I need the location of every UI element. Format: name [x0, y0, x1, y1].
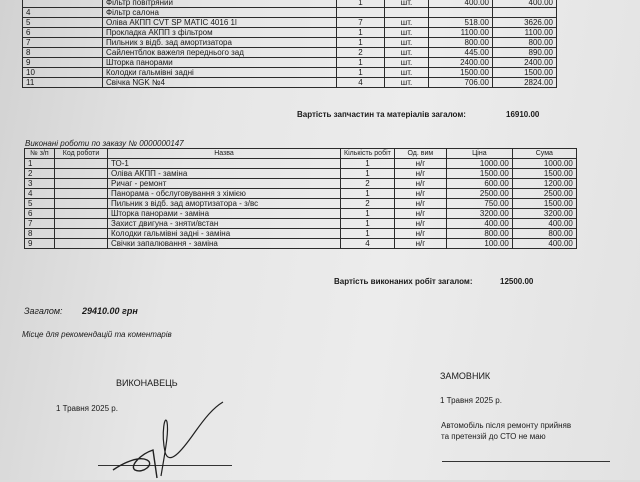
cell-price: 800.00	[429, 38, 493, 48]
cell-unit: шт.	[385, 38, 429, 48]
cell-price: 2500.00	[446, 189, 512, 199]
parts-total-value: 16910.00	[506, 110, 540, 119]
cell-num: 7	[25, 219, 55, 229]
cell-unit: н/г	[394, 189, 446, 199]
cell-qty: 4	[341, 239, 395, 249]
cell-price: 750.00	[446, 199, 512, 209]
table-row	[23, 28, 557, 38]
cell-num: 3	[25, 179, 55, 189]
cell-sum: 3200.00	[512, 209, 576, 219]
cell-sum: 400.00	[512, 239, 576, 249]
cell-price: 600.00	[446, 179, 512, 189]
cell-unit: н/г	[394, 219, 446, 229]
cell-num: 10	[23, 68, 103, 78]
cell-num: 5	[23, 18, 103, 28]
cell-num: 8	[23, 48, 103, 58]
table-row	[23, 0, 557, 8]
parts-total-label: Вартість запчастин та матеріалів загалом:	[297, 110, 466, 119]
cell-num: 5	[25, 199, 55, 209]
cell-price: 3200.00	[446, 209, 512, 219]
table-row	[25, 179, 577, 189]
parts-table	[22, 0, 557, 88]
cell-unit: шт.	[385, 48, 429, 58]
table-row	[23, 48, 557, 58]
cell-name: Оліва АКПП CVT SP MATIC 4016 1l	[103, 18, 337, 28]
customer-note-line2: та претензій до СТО не маю	[441, 432, 546, 441]
cell-qty: 7	[337, 18, 385, 28]
cell-name: Ричаг - ремонт	[108, 179, 341, 189]
cell-qty: 2	[341, 199, 395, 209]
table-row	[23, 38, 557, 48]
cell-unit	[385, 8, 429, 18]
cell-sum: 1500.00	[512, 199, 576, 209]
cell-price	[429, 8, 493, 18]
cell-qty: 1	[341, 219, 395, 229]
summary-value: 29410.00 грн	[82, 306, 138, 316]
executor-signature	[95, 392, 245, 482]
executor-date: 1 Травня 2025 р.	[56, 404, 118, 413]
cell-sum: 400.00	[493, 0, 557, 8]
cell-code	[55, 199, 108, 209]
table-row	[23, 58, 557, 68]
cell-code	[55, 159, 108, 169]
cell-price: 100.00	[446, 239, 512, 249]
cell-unit: шт.	[385, 28, 429, 38]
cell-sum: 1200.00	[512, 179, 576, 189]
table-row	[25, 219, 577, 229]
cell-name: Шторка панорами - заміна	[108, 209, 341, 219]
cell-code	[55, 239, 108, 249]
cell-price: 2400.00	[429, 58, 493, 68]
cell-sum: 800.00	[493, 38, 557, 48]
cell-name: Колодки гальмівні задні - заміна	[108, 229, 341, 239]
cell-name: Прокладка АКПП з фільтром	[103, 28, 337, 38]
cell-price: 1100.00	[429, 28, 493, 38]
cell-name: Свічки запалювання - заміна	[108, 239, 341, 249]
cell-code	[55, 219, 108, 229]
table-row	[25, 209, 577, 219]
works-header-unit: Од. вим	[394, 149, 446, 159]
cell-qty: 1	[341, 209, 395, 219]
cell-qty: 1	[337, 58, 385, 68]
cell-num	[23, 0, 103, 8]
table-row	[23, 18, 557, 28]
works-header-name: Назва	[108, 149, 341, 159]
table-row	[25, 239, 577, 249]
cell-unit: шт.	[385, 68, 429, 78]
cell-unit: шт.	[385, 18, 429, 28]
cell-num: 1	[25, 159, 55, 169]
works-header-price: Ціна	[446, 149, 512, 159]
cell-unit: н/г	[394, 159, 446, 169]
cell-unit: шт.	[385, 0, 429, 8]
cell-num: 4	[25, 189, 55, 199]
table-row	[23, 78, 557, 88]
cell-name: Пильник з відб. зад амортизатора	[103, 38, 337, 48]
cell-num: 4	[23, 8, 103, 18]
works-total-value: 12500.00	[500, 277, 534, 286]
cell-code	[55, 169, 108, 179]
cell-unit: шт.	[385, 78, 429, 88]
cell-sum: 1500.00	[493, 68, 557, 78]
table-row	[25, 159, 577, 169]
cell-sum: 1100.00	[493, 28, 557, 38]
cell-qty: 4	[337, 78, 385, 88]
cell-unit: н/г	[394, 209, 446, 219]
customer-note-line1: Автомобіль після ремонту прийняв	[441, 421, 572, 430]
table-row	[23, 68, 557, 78]
works-header-code: Код роботи	[55, 149, 108, 159]
cell-name: Фільтр повітряний	[103, 0, 337, 8]
cell-num: 6	[25, 209, 55, 219]
summary-label: Загалом:	[24, 306, 63, 316]
recommendations-label: Місце для рекомендацій та коментарів	[22, 330, 172, 339]
cell-num: 9	[25, 239, 55, 249]
cell-price: 400.00	[429, 0, 493, 8]
cell-qty	[337, 8, 385, 18]
cell-sum: 2400.00	[493, 58, 557, 68]
cell-num: 11	[23, 78, 103, 88]
cell-sum: 1500.00	[512, 169, 576, 179]
works-table	[24, 148, 577, 249]
cell-unit: н/г	[394, 239, 446, 249]
cell-qty: 1	[337, 28, 385, 38]
cell-unit: н/г	[394, 169, 446, 179]
cell-qty: 2	[337, 48, 385, 58]
cell-sum	[493, 8, 557, 18]
cell-unit: н/г	[394, 179, 446, 189]
cell-qty: 1	[337, 68, 385, 78]
cell-num: 7	[23, 38, 103, 48]
cell-price: 518.00	[429, 18, 493, 28]
cell-name: Захист двигуна - зняти/встан	[108, 219, 341, 229]
cell-sum: 890.00	[493, 48, 557, 58]
customer-date: 1 Травня 2025 р.	[440, 396, 502, 405]
cell-name: Шторка панорами	[103, 58, 337, 68]
cell-price: 1500.00	[429, 68, 493, 78]
cell-name: Фільтр салона	[103, 8, 337, 18]
cell-qty: 1	[341, 189, 395, 199]
executor-title: ВИКОНАВЕЦЬ	[116, 378, 178, 388]
cell-sum: 3626.00	[493, 18, 557, 28]
cell-num: 9	[23, 58, 103, 68]
cell-qty: 1	[337, 0, 385, 8]
cell-code	[55, 209, 108, 219]
works-header-row	[25, 149, 577, 159]
table-row	[23, 8, 557, 18]
works-title: Виконані роботи по заказу № 0000000147	[25, 139, 184, 148]
cell-qty: 1	[341, 229, 395, 239]
cell-price: 1500.00	[446, 169, 512, 179]
cell-sum: 2500.00	[512, 189, 576, 199]
cell-price: 400.00	[446, 219, 512, 229]
works-header-num: № з/п	[25, 149, 55, 159]
cell-name: ТО-1	[108, 159, 341, 169]
cell-name: Пильник з відб. зад амортизатора - з/вс	[108, 199, 341, 209]
cell-name: Панорама - обслуговування з хімією	[108, 189, 341, 199]
cell-num: 2	[25, 169, 55, 179]
cell-unit: н/г	[394, 229, 446, 239]
cell-qty: 1	[341, 159, 395, 169]
cell-price: 800.00	[446, 229, 512, 239]
cell-unit: н/г	[394, 199, 446, 209]
cell-unit: шт.	[385, 58, 429, 68]
cell-price: 1000.00	[446, 159, 512, 169]
cell-sum: 1000.00	[512, 159, 576, 169]
cell-name: Свічка NGK №4	[103, 78, 337, 88]
cell-sum: 400.00	[512, 219, 576, 229]
table-row	[25, 199, 577, 209]
works-header-qty: Кількість робіт	[341, 149, 395, 159]
cell-name: Оліва АКПП - заміна	[108, 169, 341, 179]
works-header-sum: Сума	[512, 149, 576, 159]
cell-code	[55, 179, 108, 189]
cell-sum: 2824.00	[493, 78, 557, 88]
cell-price: 445.00	[429, 48, 493, 58]
cell-code	[55, 229, 108, 239]
cell-name: Колодки гальмівні задні	[103, 68, 337, 78]
customer-signature-line	[442, 461, 610, 462]
cell-qty: 1	[337, 38, 385, 48]
cell-price: 706.00	[429, 78, 493, 88]
cell-code	[55, 189, 108, 199]
cell-name: Сайлентблок важеля переднього зад	[103, 48, 337, 58]
cell-qty: 1	[341, 169, 395, 179]
table-row	[25, 229, 577, 239]
customer-title: ЗАМОВНИК	[440, 371, 491, 381]
cell-num: 8	[25, 229, 55, 239]
cell-sum: 800.00	[512, 229, 576, 239]
works-total-label: Вартість виконаних робіт загалом:	[334, 277, 473, 286]
cell-num: 6	[23, 28, 103, 38]
table-row	[25, 169, 577, 179]
table-row	[25, 189, 577, 199]
cell-qty: 2	[341, 179, 395, 189]
